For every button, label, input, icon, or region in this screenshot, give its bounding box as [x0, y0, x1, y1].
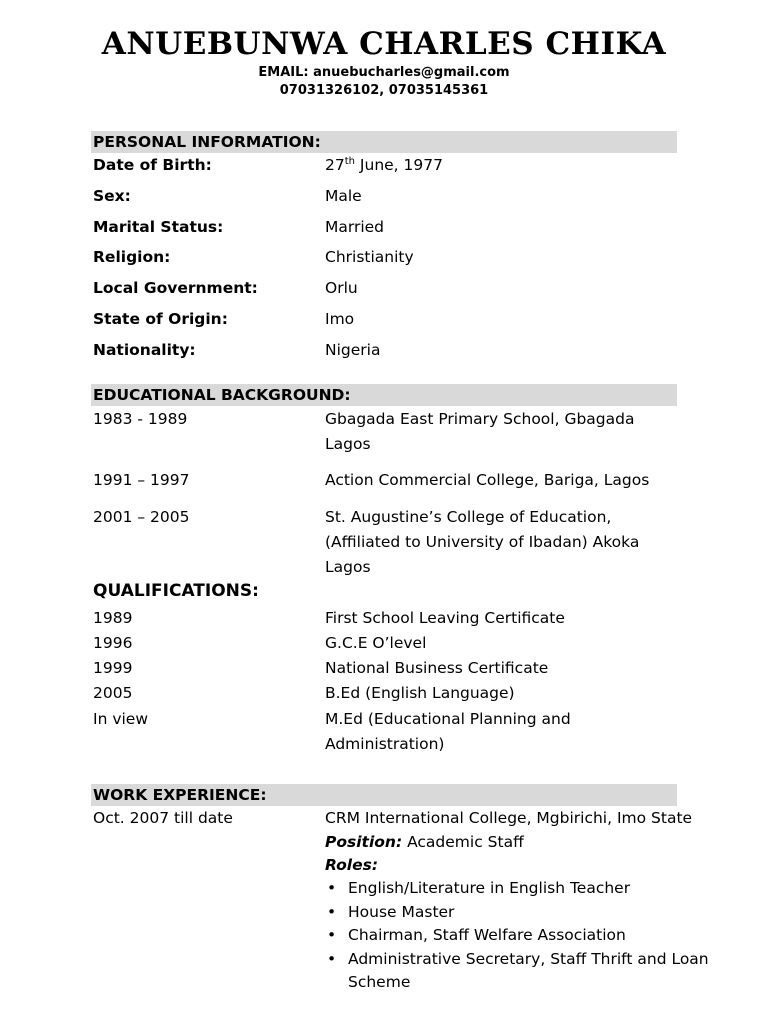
- qualification-title: National Business Certificate: [325, 659, 549, 677]
- section-personal-information: PERSONAL INFORMATION:: [91, 131, 677, 153]
- qualification-title: First School Leaving Certificate: [325, 609, 565, 627]
- dob-ordinal: th: [344, 156, 355, 167]
- role-text: English/Literature in English Teacher: [348, 879, 631, 897]
- list-item: [325, 901, 725, 925]
- label-sex: Sex:: [93, 187, 131, 205]
- value-date-of-birth: [325, 153, 715, 178]
- label-local-government: Local Government:: [93, 279, 258, 297]
- dob-day: 27: [325, 156, 345, 174]
- roles-label: Roles:: [325, 856, 379, 874]
- role-text: Administrative Secretary, Staff Thrift and Loan Scheme: [348, 949, 709, 991]
- label-religion: Religion:: [93, 248, 171, 266]
- label-state-of-origin: State of Origin:: [93, 310, 228, 328]
- qualification-year: In view: [93, 710, 149, 728]
- work-roles-label: [325, 853, 725, 877]
- education-school: St. Augustine’s College of Education, (Affiliated to University of Ibadan) Akoka Lagos: [325, 508, 640, 576]
- value-marital-status: Married: [325, 218, 385, 236]
- list-item: [325, 924, 725, 948]
- contact-email: EMAIL: anuebucharles@gmail.com: [258, 65, 510, 80]
- section-work-experience: WORK EXPERIENCE:: [91, 784, 677, 806]
- education-years: 1991 – 1997: [93, 471, 190, 489]
- work-employer: CRM International College, Mgbirichi, Imo State: [325, 809, 693, 827]
- label-marital-status: Marital Status:: [93, 218, 224, 236]
- position-value: Academic Staff: [402, 833, 524, 851]
- qualification-title: M.Ed (Educational Planning and Administration): [325, 710, 571, 753]
- qualification-year: 1989: [93, 609, 133, 627]
- value-nationality: Nigeria: [325, 341, 381, 359]
- value-local-government: Orlu: [325, 279, 358, 297]
- work-position: [325, 830, 725, 854]
- work-period: Oct. 2007 till date: [93, 809, 233, 827]
- qualification-year: 2005: [93, 684, 133, 702]
- qualification-year: 1996: [93, 634, 133, 652]
- education-years: 1983 - 1989: [93, 410, 188, 428]
- value-religion: Christianity: [325, 248, 414, 266]
- bullet-icon: •: [327, 879, 337, 897]
- role-text: Chairman, Staff Welfare Association: [348, 926, 626, 944]
- qualification-title: B.Ed (English Language): [325, 684, 515, 702]
- list-item: [325, 948, 725, 995]
- qualification-year: 1999: [93, 659, 133, 677]
- education-years: 2001 – 2005: [93, 508, 190, 526]
- value-state-of-origin: Imo: [325, 310, 355, 328]
- candidate-name: ANUEBUNWA CHARLES CHIKA: [101, 26, 667, 62]
- education-school: Gbagada East Primary School, Gbagada Lagos: [325, 410, 635, 453]
- value-sex: Male: [325, 187, 362, 205]
- contact-phone: 07031326102, 07035145361: [279, 83, 489, 98]
- bullet-icon: •: [327, 926, 337, 944]
- list-item: [325, 877, 725, 901]
- qualification-title: G.C.E O’level: [325, 634, 427, 652]
- education-school: Action Commercial College, Bariga, Lagos: [325, 471, 650, 489]
- dob-rest: June, 1977: [355, 156, 443, 174]
- bullet-icon: •: [327, 902, 337, 921]
- label-nationality: Nationality:: [93, 341, 196, 359]
- section-educational-background: EDUCATIONAL BACKGROUND:: [91, 384, 677, 406]
- role-text: House Master: [348, 902, 455, 921]
- bullet-icon: •: [327, 949, 337, 968]
- section-qualifications: QUALIFICATIONS:: [93, 581, 259, 601]
- position-label: Position:: [325, 833, 403, 851]
- label-date-of-birth: Date of Birth:: [93, 156, 212, 174]
- roles-list: [325, 877, 725, 995]
